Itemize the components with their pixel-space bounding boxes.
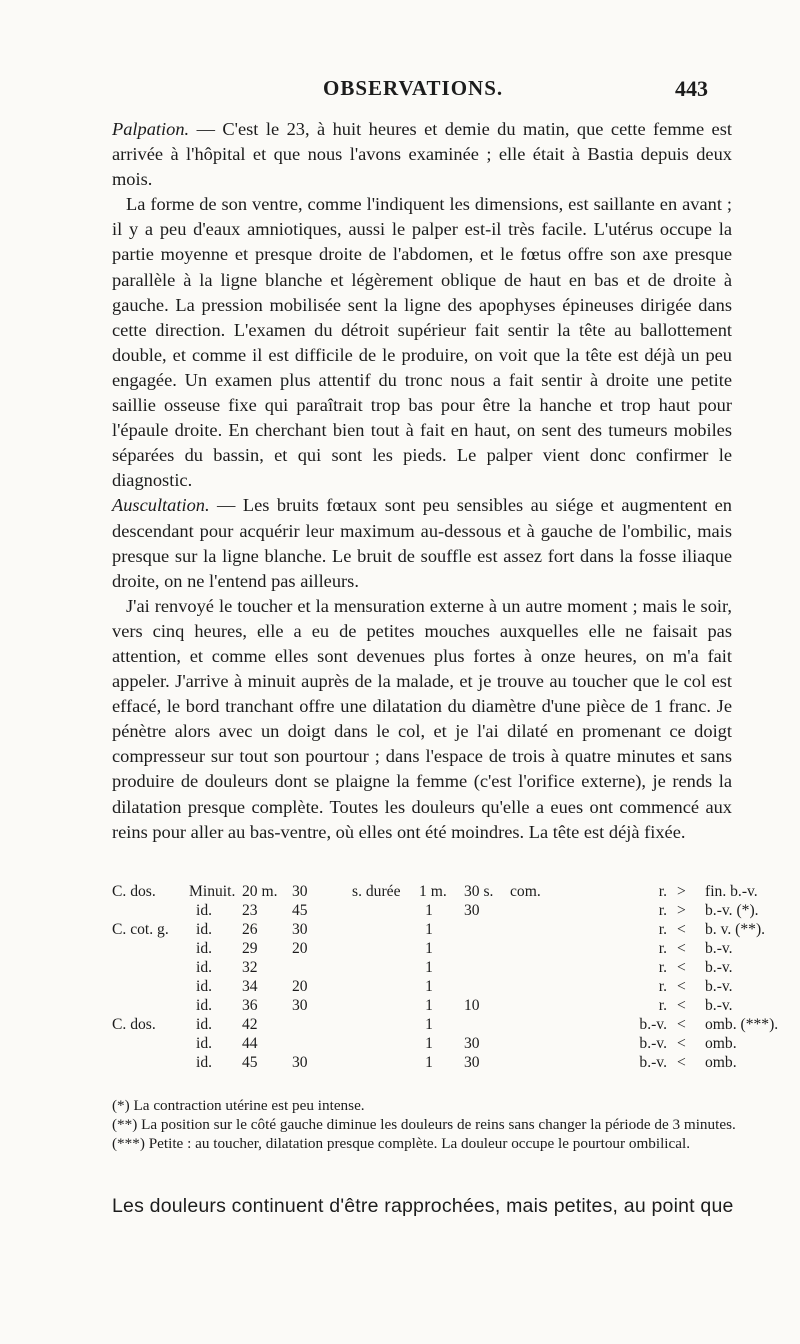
duration-min-cell: 1 m. bbox=[419, 883, 447, 900]
paragraph-text: — Les bruits fœtaux sont peu sensibles au siége et augmentent en descendant pour acquérir leur maximum au-dessous et à gauche de l'ombilic, mais presque sur la ligne blanche. Le bruit de souffle est assez fort dans la fosse iliaque droite, on ne l'entend pas ailleurs. bbox=[112, 495, 732, 591]
paragraph bbox=[112, 493, 732, 593]
table-row bbox=[112, 1035, 752, 1054]
running-title: OBSERVATIONS. bbox=[323, 76, 504, 100]
pain-comparison-symbol: < bbox=[677, 1035, 686, 1052]
pain-destination-cell: omb. (***). bbox=[705, 1016, 779, 1033]
second-cell: 30 bbox=[292, 921, 308, 938]
minute-cell: 36 bbox=[242, 997, 258, 1014]
pain-origin-cell: r. bbox=[658, 997, 667, 1014]
duration-min-cell: 1 bbox=[425, 1016, 433, 1033]
duration-sec-cell: 30 bbox=[464, 902, 480, 919]
minute-cell: 20 m. bbox=[242, 883, 278, 900]
table-row bbox=[112, 883, 758, 902]
table-row bbox=[112, 978, 752, 997]
time-label: id. bbox=[195, 940, 213, 957]
duration-sec-cell: 10 bbox=[464, 997, 480, 1014]
second-cell: 30 bbox=[292, 1054, 308, 1071]
pain-destination-cell: fin. b.-v. bbox=[705, 883, 758, 900]
pain-origin-cell: r. bbox=[658, 940, 667, 957]
pain-comparison-symbol: < bbox=[677, 1016, 686, 1033]
time-label: id. bbox=[195, 1035, 213, 1052]
row-label: C. dos. bbox=[112, 1016, 156, 1033]
table-row bbox=[112, 997, 752, 1016]
time-label: id. bbox=[195, 921, 213, 938]
pain-comparison-symbol: < bbox=[677, 940, 686, 957]
table-row bbox=[112, 1054, 752, 1073]
paragraph-text: La forme de son ventre, comme l'indiquent les dimensions, est saillante en avant ; il y a peu d'eaux amniotiques, aussi le palper est-il très facile. L'utérus occupe la partie moyenne et presque droite de l'abdomen, et le fœtus offre son axe presque parallèle à la ligne blanche et légèrement oblique de haut en bas et de droite à gauche. La pression mobilisée sent la ligne des apophyses épineuses dirigée dans cette direction. L'examen du détroit supérieur fait sentir la tête au ballottement double, et comme il est difficile de le produire, on voit que la tête est déjà un peu engagée. Un examen plus attentif du tronc nous a fait sentir à droite une petite saillie osseuse fixe qui paraîtrait trop bas pour être la hanche et trop haut pour l'épaule droite. En cherchant bien tout à fait en haut, on sent des tumeurs mobiles séparées du bassin, et qui sont les pieds. Le palper vient donc confirmer le diagnostic. bbox=[112, 194, 732, 491]
table-row bbox=[112, 1016, 779, 1035]
second-cell: 30 bbox=[292, 883, 308, 900]
pain-comparison-symbol: > bbox=[677, 883, 686, 900]
minute-cell: 26 bbox=[242, 921, 258, 938]
footnotes bbox=[112, 1096, 752, 1153]
duration-min-cell: 1 bbox=[425, 997, 433, 1014]
pain-destination-cell: omb. bbox=[705, 1054, 737, 1071]
pain-origin-cell: b.-v. bbox=[639, 1035, 667, 1052]
footnote: (***) Petite : au toucher, dilatation presque complète. La douleur occupe le pourtour ombilical. bbox=[112, 1135, 691, 1152]
pain-destination-cell: b.-v. (*). bbox=[705, 902, 759, 919]
pain-destination-cell: b.-v. bbox=[705, 997, 733, 1014]
pain-destination-cell: b. v. (**). bbox=[705, 921, 766, 938]
duration-min-cell: 1 bbox=[425, 940, 433, 957]
minute-cell: 34 bbox=[242, 978, 258, 995]
pain-origin-cell: r. bbox=[658, 959, 667, 976]
duration-min-cell: 1 bbox=[425, 1054, 433, 1071]
pain-origin-cell: r. bbox=[658, 902, 667, 919]
paragraph bbox=[112, 117, 732, 192]
time-label: id. bbox=[195, 1054, 213, 1071]
duration-sec-cell: 30 s. bbox=[464, 883, 494, 900]
contraction-table bbox=[112, 883, 779, 1073]
time-label: id. bbox=[195, 997, 213, 1014]
pain-origin-cell: b.-v. bbox=[639, 1054, 667, 1071]
minute-cell: 23 bbox=[242, 902, 258, 919]
paragraph-text: — C'est le 23, à huit heures et demie du matin, que cette femme est arrivée à l'hôpital et que nous l'avons examinée ; elle était à Bastia depuis deux mois. bbox=[112, 119, 732, 190]
minute-cell: 29 bbox=[242, 940, 258, 957]
pain-destination-cell: b.-v. bbox=[705, 940, 733, 957]
page-number: 443 bbox=[675, 76, 708, 101]
row-label: C. cot. g. bbox=[112, 921, 169, 938]
pain-destination-cell: omb. bbox=[705, 1035, 737, 1052]
table-row bbox=[112, 940, 752, 959]
minute-cell: 44 bbox=[242, 1035, 258, 1052]
pain-comparison-symbol: < bbox=[677, 997, 686, 1014]
paragraph bbox=[112, 594, 732, 845]
minute-cell: 45 bbox=[242, 1054, 258, 1071]
second-cell: 20 bbox=[292, 978, 308, 995]
duration-min-cell: 1 bbox=[425, 978, 433, 995]
pain-comparison-symbol: < bbox=[677, 978, 686, 995]
pain-origin-cell: r. bbox=[658, 978, 667, 995]
pain-comparison-symbol: < bbox=[677, 1054, 686, 1071]
table-row bbox=[112, 959, 752, 978]
comment-cell: com. bbox=[510, 883, 541, 900]
pain-origin-cell: r. bbox=[658, 921, 667, 938]
section-lead: Palpation. bbox=[112, 119, 190, 139]
duration-min-cell: 1 bbox=[425, 959, 433, 976]
duration-min-cell: 1 bbox=[425, 902, 433, 919]
duration-min-cell: 1 bbox=[425, 1035, 433, 1052]
second-cell: 20 bbox=[292, 940, 308, 957]
table-row bbox=[112, 921, 766, 940]
time-label: id. bbox=[195, 1016, 213, 1033]
footnote: (**) La position sur le côté gauche diminue les douleurs de reins sans changer la période de 3 minutes. bbox=[112, 1116, 736, 1133]
paragraph bbox=[112, 192, 732, 493]
paragraph-text: J'ai renvoyé le toucher et la mensuration externe à un autre moment ; mais le soir, vers cinq heures, elle a eu de petites mouches auxquelles elle ne faisait pas attention, et comme elles sont devenues plus fortes à onze heures, on m'a fait appeler. J'arrive à minuit auprès de la malade, et je trouve au toucher que le col est effacé, le bord tranchant offre une dilatation du diamètre d'une pièce de 1 franc. Je pénètre alors avec un doigt dans le col, et je l'ai dilaté en promenant ce doigt compresseur sur tout son pourtour ; dans l'espace de trois à quatre minutes et sans produire de douleurs dont se plaigne la femme (c'est l'orifice externe), je rends la dilatation presque complète. Toutes les douleurs qu'elle a eues ont commencé aux reins pour aller au bas-ventre, où elles ont été moindres. La tête est déjà fixée. bbox=[112, 595, 732, 842]
time-label: Minuit. bbox=[189, 883, 236, 900]
footnote: (*) La contraction utérine est peu intense. bbox=[112, 1097, 365, 1114]
time-label: id. bbox=[195, 959, 213, 976]
pain-origin-cell: r. bbox=[658, 883, 667, 900]
minute-cell: 32 bbox=[242, 959, 258, 976]
duration-sec-cell: 30 bbox=[464, 1035, 480, 1052]
final-line: Les douleurs continuent d'être rapprochées, mais petites, au point que bbox=[112, 1195, 734, 1217]
duration-sec-cell: 30 bbox=[464, 1054, 480, 1071]
pain-comparison-symbol: > bbox=[677, 902, 686, 919]
page-header bbox=[0, 76, 800, 106]
time-label: id. bbox=[195, 978, 213, 995]
duration-label: s. durée bbox=[352, 883, 401, 900]
time-label: id. bbox=[195, 902, 213, 919]
pain-comparison-symbol: < bbox=[677, 921, 686, 938]
second-cell: 30 bbox=[292, 997, 308, 1014]
second-cell: 45 bbox=[292, 902, 308, 919]
pain-destination-cell: b.-v. bbox=[705, 959, 733, 976]
pain-origin-cell: b.-v. bbox=[639, 1016, 667, 1033]
duration-min-cell: 1 bbox=[425, 921, 433, 938]
pain-comparison-symbol: < bbox=[677, 959, 686, 976]
row-label: C. dos. bbox=[112, 883, 156, 900]
table-row bbox=[112, 902, 759, 921]
body-text bbox=[112, 117, 732, 845]
pain-destination-cell: b.-v. bbox=[705, 978, 733, 995]
section-lead: Auscultation. bbox=[112, 495, 210, 516]
minute-cell: 42 bbox=[242, 1016, 258, 1033]
